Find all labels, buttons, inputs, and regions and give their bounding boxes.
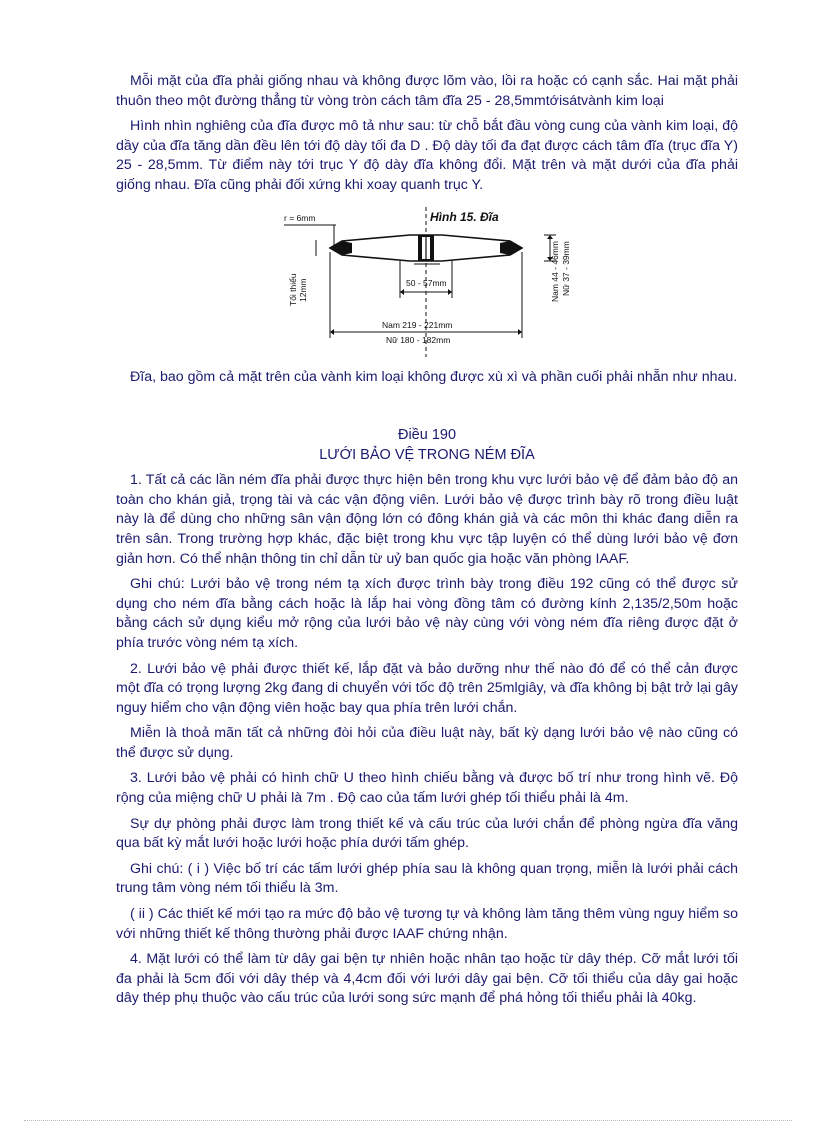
discus-figure xyxy=(116,202,738,362)
paragraph: Sự dự phòng phải được làm trong thiết kế và cấu trúc của lưới chắn để phòng ngừa đĩa văng qua bất kỳ mắt lưới hoặc lưới hoặc phía dưới tấm ghép. xyxy=(116,815,738,852)
document-page xyxy=(116,72,738,1015)
paragraph: 4. Mặt lưới có thể làm từ dây gai bện tự nhiên hoặc nhân tạo hoặc từ dây thép. Cỡ mắt lưới tối đa phải là 5cm đối với dây thép và 4,4cm đối với lưới dây gai bện. Cỡ tối thiểu của dây gai hoặc dây thép phụ thuộc vào cấu trúc của lưới song sức mạnh để phá hỏng tối thiểu phải là 40kg. xyxy=(116,951,738,1007)
paragraph: 2. Lưới bảo vệ phải được thiết kế, lắp đặt và bảo dưỡng như thế nào đó để có thể cản được một đĩa có trọng lượng 2kg đang di chuyển với tốc độ trên 25mlgiây, và đĩa không bị bật trở lại gây nguy hiểm cho vận động viên hoặc bay qua phía trên lưới chắn. xyxy=(116,660,738,716)
paragraph: ( ii ) Các thiết kế mới tạo ra mức độ bảo vệ tương tự và không làm tăng thêm vùng nguy hiểm so với những thiết kế thông thường phải được IAAF chứng nhận. xyxy=(116,906,738,942)
paragraph: 1. Tất cả các lần ném đĩa phải được thực hiện bên trong khu vực lưới bảo vệ để đảm bảo độ an toàn cho khán giả, trọng tài và các vận động viên. Lưới bảo vệ được trình bày rõ trong điều luật này là để dùng cho những sân vận động lớn có đông khán giả và các môn thi khác đang diễn ra trên sân. Trong trường hợp khác, đặc biệt trong khu vực tập luyện có thể dùng lưới bảo vệ đơn giản hơn. Có thể nhận thông tin chỉ dẫn từ uỷ ban quốc gia hoặc văn phòng IAAF. xyxy=(116,472,738,567)
men-thickness-label: Nam 44 - 46mm xyxy=(550,240,560,302)
paragraph: 3. Lưới bảo vệ phải có hình chữ U theo hình chiếu bằng và được bố trí như trong hình vẽ. Độ rộng của miệng chữ U phải là 7m . Độ cao của tấm lưới ghép tối thiểu phải là 4m. xyxy=(116,770,738,807)
paragraph: Mỗi mặt của đĩa phải giống nhau và không được lõm vào, lồi ra hoặc có cạnh sắc. Hai mặt phải thuôn theo một đường thẳng từ vòng tròn cách tâm đĩa 25 - 28,5mmtớisátvành kim loại xyxy=(116,73,738,109)
paragraph: Ghi chú: ( i ) Việc bố trí các tấm lưới ghép phía sau là không quan trọng, miễn là lưới phải cách trung tâm vòng ném tối thiểu là 3m. xyxy=(116,860,738,897)
discus-diagram xyxy=(282,202,572,360)
men-diameter-label: Nam 219 - 221mm xyxy=(382,319,453,330)
min-thickness-label-2: 12mm xyxy=(298,277,308,302)
women-diameter-label: Nữ 180 - 182mm xyxy=(386,334,451,345)
paragraph: Hình nhìn nghiêng của đĩa được mô tả như sau: từ chỗ bắt đầu vòng cung của vành kim loại, độ dầy của đĩa tăng dần đều lên tới độ dày tối đa D . Độ dày tối đa đạt được cách tâm đĩa (trục đĩa Y) 25 - 28,5mm. Từ điểm này tới trục Y độ dày đĩa không đổi. Mặt trên và mặt dưới của đĩa phải giống nhau. Đĩa cũng phải đối xứng khi xoay quanh trục Y. xyxy=(116,118,738,193)
figure-title: Hình 15. Đĩa xyxy=(430,209,499,224)
paragraph: Miễn là thoả mãn tất cả những đòi hỏi của điều luật này, bất kỳ dạng lưới bảo vệ nào cũng có thể được sử dụng. xyxy=(116,725,738,761)
center-width-label: 50 - 57mm xyxy=(406,277,447,288)
min-thickness-label-1: Tối thiểu xyxy=(288,272,298,306)
paragraph: Ghi chú: Lưới bảo vệ trong ném tạ xích được trình bày trong điều 192 cũng có thể được sử dụng cho ném đĩa bằng cách hoặc là lắp hai vòng đồng tâm có đường kính 2,135/2,50m hoặc bằng cách sử dụng kiểu mở rộng của lưới bảo vệ này cùng với vòng ném đĩa riêng được đặt ở phía trước vòng ném tạ xích. xyxy=(116,576,738,651)
radius-label: r = 6mm xyxy=(284,212,316,223)
page-bottom-rule xyxy=(24,1120,792,1121)
section-number: Điều 190 xyxy=(397,427,457,444)
section-title: LƯỚI BẢO VỆ TRONG NÉM ĐĨA xyxy=(319,447,535,464)
women-thickness-label: Nữ 37 - 39mm xyxy=(561,240,571,296)
paragraph: Đĩa, bao gồm cả mặt trên của vành kim loại không được xù xì và phần cuối phải nhẵn như nhau. xyxy=(130,368,738,385)
